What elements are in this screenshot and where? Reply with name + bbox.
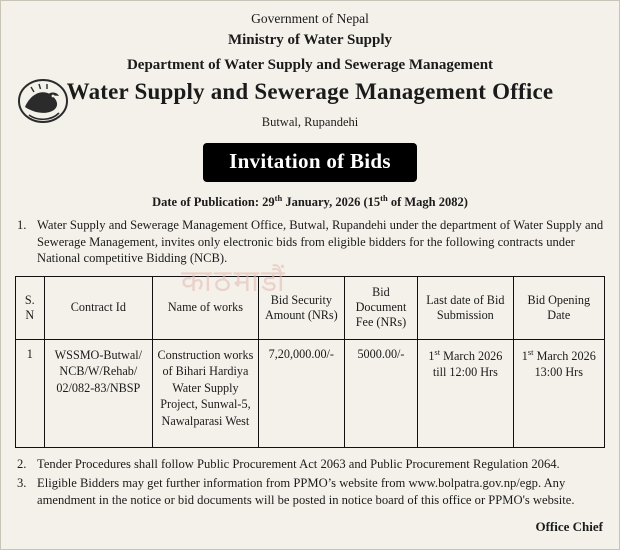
last-date-pre: 1 — [428, 348, 435, 363]
publication-date — [15, 193, 605, 210]
table-header-row — [16, 276, 605, 339]
note-3-text: Eligible Bidders may get further information from PPMO’s website from www.bolpatra.gov.np/egp. Any amendment in the notice or bid documents will be posted in notice board of this office or PPMO's website. — [37, 476, 575, 507]
header-line-government: Government of Nepal — [251, 11, 369, 26]
cell-bid-document-fee: 5000.00/- — [344, 339, 417, 447]
th-bid-security-amount: Bid Security Amount (NRs) — [258, 276, 344, 339]
works-line-4: Project, Sunwal-5, — [160, 397, 251, 412]
publication-date-sup2: th — [380, 192, 388, 203]
publication-date-mid: January, 2026 (15 — [282, 194, 381, 209]
note-3-number: 3. — [17, 476, 27, 491]
header-line-location: Butwal, Rupandehi — [261, 115, 359, 130]
cell-bid-opening-date — [513, 339, 604, 447]
intro-item-text: Water Supply and Sewerage Management Office, Butwal, Rupandehi under the department of Water Supply and Sewerage Management, invites only electronic bids from eligible bidders for the following contracts under National competitive Bidding (NCB). — [37, 217, 604, 266]
th-name-of-works: Name of works — [153, 276, 259, 339]
th-last-date-submission: Last date of Bid Submission — [418, 276, 513, 339]
publication-date-sup1: th — [274, 192, 283, 203]
page-title: Invitation of Bids — [203, 143, 417, 182]
header-line-office: Water Supply and Sewerage Management Office — [66, 79, 554, 105]
works-line-3: Water Supply — [172, 380, 239, 395]
publication-date-label: Date of Publication: 29 — [152, 194, 275, 209]
note-2-text: Tender Procedures shall follow Public Procurement Act 2063 and Public Procurement Regulation 2064. — [37, 456, 560, 471]
watermark-text: काठमाडौं — [181, 264, 287, 299]
table-row — [16, 339, 605, 447]
opening-date-pre: 1 — [521, 348, 528, 363]
cell-contract-id — [44, 339, 152, 447]
signature-office-chief: Office Chief — [535, 518, 603, 534]
works-line-1: Construction works — [157, 347, 254, 362]
notes-list — [15, 456, 605, 509]
last-date-sup: st — [434, 346, 441, 357]
note-2-number: 2. — [17, 456, 27, 471]
note-item-3 — [15, 475, 605, 508]
cell-bid-security-amount: 7,20,000.00/- — [258, 339, 344, 447]
th-bid-opening-date: Bid Opening Date — [513, 276, 604, 339]
th-contract-id: Contract Id — [44, 276, 152, 339]
opening-date-second-line: 13:00 Hrs — [534, 365, 583, 380]
cell-sn: 1 — [16, 339, 45, 447]
document-header — [15, 11, 605, 131]
cell-name-of-works — [153, 339, 259, 447]
opening-date-sup: st — [527, 346, 534, 357]
intro-list — [15, 217, 605, 267]
nepal-emblem-icon — [17, 77, 69, 125]
publication-date-end: of Magh 2082) — [387, 194, 468, 209]
last-date-second-line: till 12:00 Hrs — [432, 365, 498, 380]
intro-item-number: 1. — [17, 217, 27, 232]
intro-item — [15, 217, 605, 267]
header-line-department: Department of Water Supply and Sewerage Management — [126, 56, 494, 73]
bids-table — [15, 276, 605, 448]
cell-last-date-submission — [418, 339, 513, 447]
works-line-5: Nawalparasi West — [161, 413, 250, 428]
contract-id-line-1: WSSMO-Butwal/ — [54, 347, 143, 362]
title-band-wrapper — [15, 143, 605, 182]
contract-id-line-3: 02/082-83/NBSP — [56, 380, 141, 395]
works-line-2: of Bihari Hardiya — [162, 364, 249, 379]
th-sn: S. N — [16, 276, 45, 339]
contract-id-line-2: NCB/W/Rehab/ — [59, 364, 138, 379]
last-date-post: March 2026 — [440, 348, 503, 363]
note-item-2 — [15, 456, 605, 473]
opening-date-post: March 2026 — [533, 348, 596, 363]
header-line-ministry: Ministry of Water Supply — [227, 31, 393, 48]
th-bid-document-fee: Bid Document Fee (NRs) — [344, 276, 417, 339]
